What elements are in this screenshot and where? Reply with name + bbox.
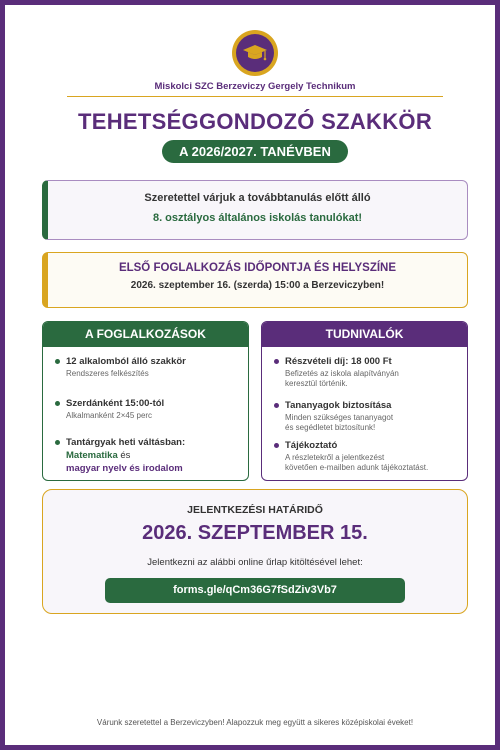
bullet-icon xyxy=(274,403,279,408)
registration-form-link[interactable]: forms.gle/qCm36G7fSdZiv3Vb7 xyxy=(105,578,405,603)
graduation-cap-icon xyxy=(242,42,268,64)
school-logo xyxy=(232,30,278,76)
list-item xyxy=(274,440,457,473)
item-title: Tájékoztató xyxy=(285,440,338,451)
item-subtitle-line: A részletekről a jelentkezést xyxy=(285,453,385,462)
list-item xyxy=(55,398,238,437)
page-title: TEHETSÉGGONDOZÓ SZAKKÖR xyxy=(77,109,433,134)
invitation-box xyxy=(42,180,468,240)
sessions-heading: A FOGLALKOZÁSOK xyxy=(43,322,248,347)
info-card xyxy=(261,321,468,481)
item-title: 12 alkalomból álló szakkör xyxy=(66,356,186,367)
info-heading: TUDNIVALÓK xyxy=(262,322,467,347)
sessions-card xyxy=(42,321,249,481)
item-subtitle: Rendszeres felkészítés xyxy=(66,369,149,378)
list-item xyxy=(55,356,238,398)
item-title: Részvételi díj: 18 000 Ft xyxy=(285,356,392,367)
deadline-label: JELENTKEZÉSI HATÁRIDŐ xyxy=(187,504,323,516)
list-item xyxy=(55,437,238,474)
item-subtitle: Alkalmanként 2×45 perc xyxy=(66,411,153,420)
bullet-icon xyxy=(55,440,60,445)
school-name: Miskolci SZC Berzeviczy Gergely Technikum xyxy=(154,81,356,92)
invitation-line-1: Szeretettel várjuk a továbbtanulás előtt álló xyxy=(144,192,371,204)
invitation-line-2: 8. osztályos általános iskolás tanulókat! xyxy=(152,212,363,224)
divider xyxy=(67,96,443,97)
first-session-heading: ELSŐ FOGLALKOZÁS IDŐPONTJA ÉS HELYSZÍNE xyxy=(118,262,397,274)
item-subtitle-line: követően e-mailben adunk tájékoztatást. xyxy=(285,463,429,472)
item-subtitle xyxy=(285,369,457,389)
item-subtitle-line: keresztül történik. xyxy=(285,379,348,388)
item-subtitle-line: és segédletet biztosítunk! xyxy=(285,423,376,432)
registration-instruction: Jelentkezni az alábbi online űrlap kitöltésével lehet: xyxy=(147,557,363,568)
footer-text: Várunk szeretettel a Berzeviczyben! Alapozzuk meg együtt a sikeres középiskolai éveket! xyxy=(96,718,414,727)
bullet-icon xyxy=(274,443,279,448)
subject-literature: magyar nyelv és irodalom xyxy=(66,463,183,474)
bullet-icon xyxy=(55,401,60,406)
bullet-icon xyxy=(55,359,60,364)
subjects-line xyxy=(66,450,238,461)
item-subtitle xyxy=(285,453,457,473)
school-year-badge: A 2026/2027. TANÉVBEN xyxy=(162,140,348,163)
item-subtitle-line: Minden szükséges tananyagot xyxy=(285,413,394,422)
subject-conjunction: és xyxy=(120,450,131,461)
bullet-icon xyxy=(274,359,279,364)
item-subtitle-line: Befizetés az iskola alapítványán xyxy=(285,369,399,378)
first-session-box xyxy=(42,252,468,308)
item-title: Tantárgyak heti váltásban: xyxy=(66,437,186,448)
deadline-box xyxy=(42,489,468,614)
item-title: Tananyagok biztosítása xyxy=(285,400,392,411)
item-title: Szerdánként 15:00-tól xyxy=(66,398,165,409)
list-item xyxy=(274,400,457,440)
item-subtitle xyxy=(285,413,457,433)
deadline-date: 2026. SZEPTEMBER 15. xyxy=(142,522,368,544)
list-item xyxy=(274,356,457,400)
subject-math: Matematika xyxy=(66,450,118,461)
first-session-detail: 2026. szeptember 16. (szerda) 15:00 a Berzeviczyben! xyxy=(130,280,385,291)
